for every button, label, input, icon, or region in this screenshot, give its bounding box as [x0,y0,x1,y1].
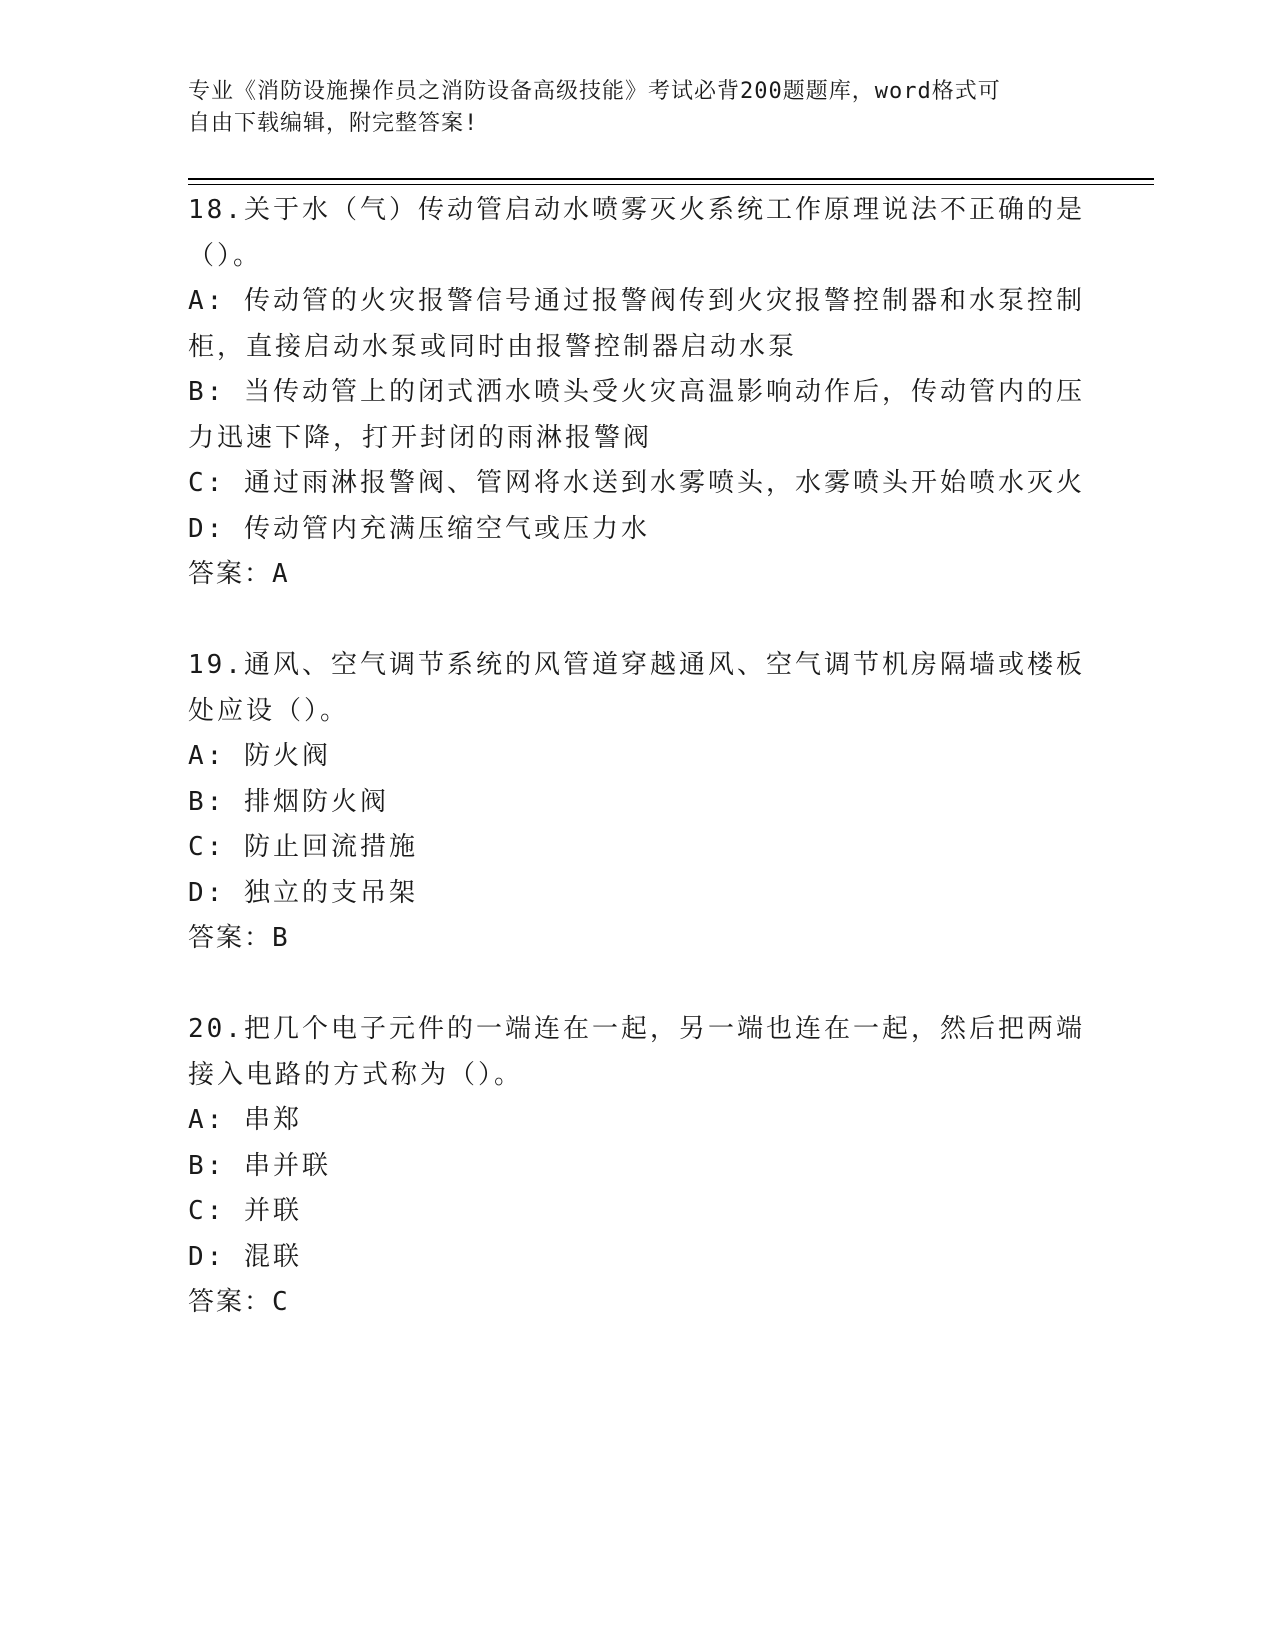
option-d-line: D: 独立的支吊架 [188,877,418,908]
option-d-line: D: 混联 [188,1241,302,1272]
question-stem-line: 接入电路的方式称为（）。 [188,1059,524,1090]
question-stem-line: 19.通风、空气调节系统的风管道穿越通风、空气调节机房隔墙或楼板 [188,650,1085,680]
option-c-line: C: 防止回流措施 [188,832,418,862]
option-a-line: A: 防火阀 [188,741,331,771]
question-stem-line: 18.关于水（气）传动管启动水喷雾灭火系统工作原理说法不正确的是 [188,195,1085,225]
question-18 [188,188,1085,598]
option-a-line: A: 串郑 [188,1105,302,1135]
question-list [188,188,1085,1371]
answer-line: 答案：A [188,559,290,589]
header-line-1: 专业《消防设施操作员之消防设备高级技能》考试必背200题题库，word格式可 [188,79,1001,104]
option-c-line: C: 并联 [188,1196,302,1226]
question-stem-line: 处应设（）。 [188,695,350,726]
option-b-line: 力迅速下降，打开封闭的雨淋报警阀 [188,422,653,453]
header-line-2: 自由下载编辑，附完整答案! [188,111,479,136]
option-d-line: D: 传动管内充满压缩空气或压力水 [188,513,650,544]
header-divider-thin [188,184,1154,185]
option-b-line: B: 当传动管上的闭式洒水喷头受火灾高温影响动作后，传动管内的压 [188,377,1085,407]
question-19 [188,643,1085,962]
document-header [188,76,1068,140]
header-divider-thick [188,178,1154,180]
answer-line: 答案：C [188,1287,290,1317]
question-20 [188,1007,1085,1326]
question-stem-line: 20.把几个电子元件的一端连在一起，另一端也连在一起，然后把两端 [188,1014,1085,1044]
option-b-line: B: 排烟防火阀 [188,786,389,817]
question-stem-line: （）。 [188,240,263,271]
option-a-line: 柜，直接启动水泵或同时由报警控制器启动水泵 [188,331,798,362]
option-c-line: C: 通过雨淋报警阀、管网将水送到水雾喷头，水雾喷头开始喷水灭火 [188,468,1085,498]
option-a-line: A: 传动管的火灾报警信号通过报警阀传到火灾报警控制器和水泵控制 [188,286,1085,316]
answer-line: 答案：B [188,923,290,953]
option-b-line: B: 串并联 [188,1150,331,1181]
